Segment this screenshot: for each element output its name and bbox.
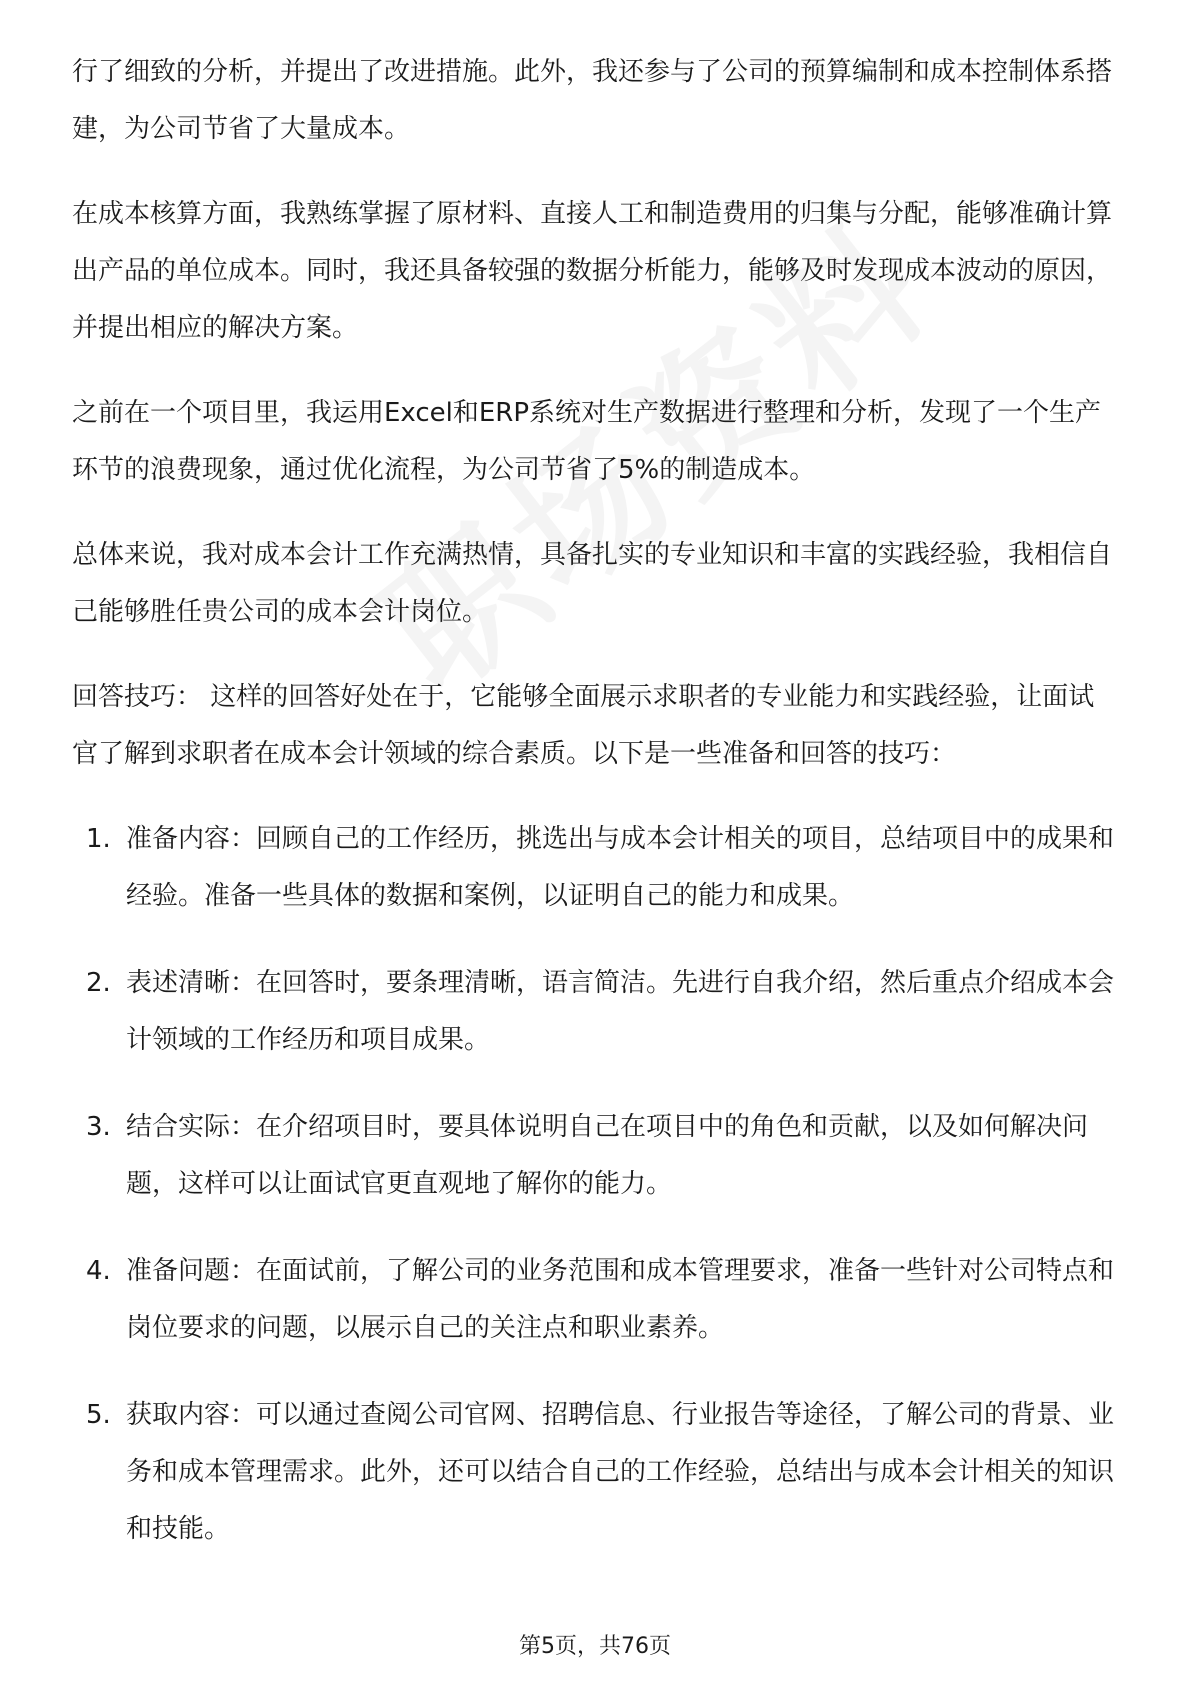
tip-text: 表述清晰：在回答时，要条理清晰，语言简洁。先进行自我介绍，然后重点介绍成本会计领域的工作经历和项目成果。 (126, 968, 1115, 1055)
tip-item-5 (72, 1387, 1118, 1558)
tip-text: 准备内容：回顾自己的工作经历，挑选出与成本会计相关的项目，总结项目中的成果和经验。准备一些具体的数据和案例，以证明自己的能力和成果。 (126, 824, 1115, 911)
tip-number: 4. (86, 1256, 111, 1286)
tip-number: 2. (86, 968, 111, 998)
tip-number: 3. (86, 1112, 111, 1142)
tip-item-3 (72, 1099, 1118, 1213)
document-body (72, 44, 1118, 1588)
tip-item-4 (72, 1243, 1118, 1357)
paragraph-2: 在成本核算方面，我熟练掌握了原材料、直接人工和制造费用的归集与分配，能够准确计算出产品的单位成本。同时，我还具备较强的数据分析能力，能够及时发现成本波动的原因，并提出相应的解决方案。 (72, 199, 1113, 343)
tip-text: 准备问题：在面试前，了解公司的业务范围和成本管理要求，准备一些针对公司特点和岗位要求的问题，以展示自己的关注点和职业素养。 (126, 1256, 1115, 1343)
tip-text: 结合实际：在介绍项目时，要具体说明自己在项目中的角色和贡献，以及如何解决问题，这样可以让面试官更直观地了解你的能力。 (126, 1112, 1089, 1199)
tips-list (72, 811, 1118, 1558)
answer-tips-intro: 回答技巧： 这样的回答好处在于，它能够全面展示求职者的专业能力和实践经验，让面试官了解到求职者在成本会计领域的综合素质。以下是一些准备和回答的技巧： (72, 682, 1095, 769)
tip-item-2 (72, 955, 1118, 1069)
tip-text: 获取内容：可以通过查阅公司官网、招聘信息、行业报告等途径，了解公司的背景、业务和成本管理需求。此外，还可以结合自己的工作经验，总结出与成本会计相关的知识和技能。 (126, 1400, 1115, 1544)
paragraph-1: 行了细致的分析，并提出了改进措施。此外，我还参与了公司的预算编制和成本控制体系搭建，为公司节省了大量成本。 (72, 57, 1113, 144)
paragraph-4: 总体来说，我对成本会计工作充满热情，具备扎实的专业知识和丰富的实践经验，我相信自己能够胜任贵公司的成本会计岗位。 (72, 540, 1113, 627)
tip-number: 5. (86, 1400, 111, 1430)
page-number-footer: 第5页，共76页 (519, 1634, 671, 1659)
paragraph-3: 之前在一个项目里，我运用Excel和ERP系统对生产数据进行整理和分析，发现了一个生产环节的浪费现象，通过优化流程，为公司节省了5%的制造成本。 (72, 398, 1102, 485)
tip-item-1 (72, 811, 1118, 925)
tip-number: 1. (86, 824, 111, 854)
